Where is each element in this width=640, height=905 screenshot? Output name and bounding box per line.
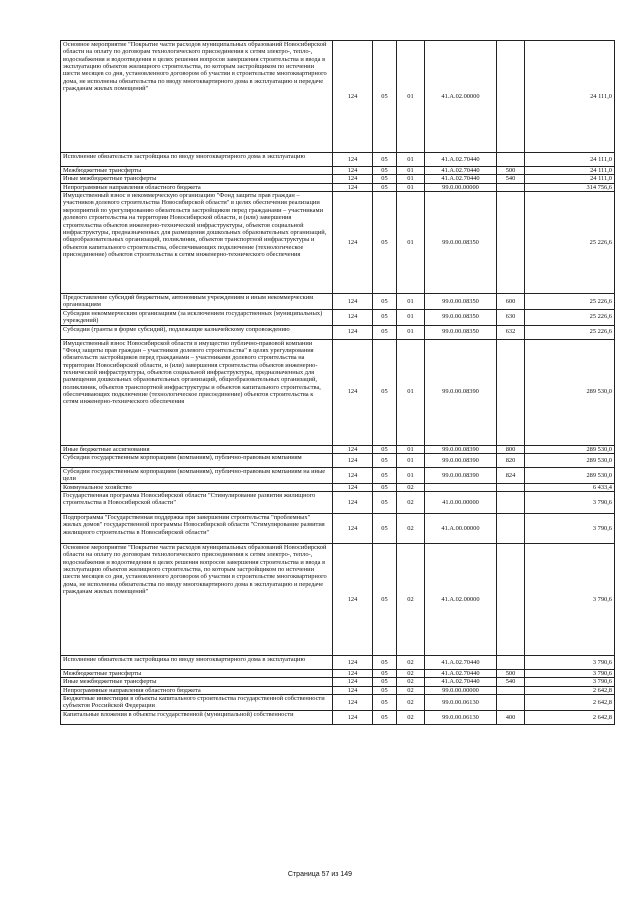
row-ved-code: 124 [333, 543, 373, 655]
row-target-article: 41.А.00.00000 [425, 513, 497, 543]
row-name: Субсидии государственным корпорациям (компаниям), публично-правовым компаниям [61, 453, 333, 467]
row-expense-type [497, 695, 525, 711]
row-amount: 24 111,0 [525, 175, 615, 183]
row-target-article: 41.А.02.70440 [425, 175, 497, 183]
row-section: 05 [373, 491, 397, 513]
row-subsection: 02 [397, 710, 425, 724]
row-subsection: 01 [397, 294, 425, 310]
row-expense-type: 824 [497, 467, 525, 483]
row-amount: 2 642,8 [525, 710, 615, 724]
row-expense-type: 600 [497, 294, 525, 310]
row-section: 05 [373, 678, 397, 686]
row-ved-code: 124 [333, 695, 373, 711]
row-amount: 2 642,8 [525, 686, 615, 694]
row-subsection: 02 [397, 491, 425, 513]
row-target-article: 99.0.00.08390 [425, 445, 497, 453]
row-section: 05 [373, 294, 397, 310]
row-subsection: 01 [397, 192, 425, 294]
row-name: Бюджетные инвестиции в объекты капитального строительства государственной собственности субъектов Российской Федерации [61, 695, 333, 711]
row-section: 05 [373, 467, 397, 483]
row-ved-code: 124 [333, 445, 373, 453]
row-section: 05 [373, 669, 397, 677]
table-row [61, 445, 615, 453]
row-expense-type [497, 543, 525, 655]
row-subsection: 01 [397, 453, 425, 467]
row-subsection: 02 [397, 678, 425, 686]
row-target-article: 99.0.00.08390 [425, 467, 497, 483]
row-subsection: 02 [397, 655, 425, 669]
row-section: 05 [373, 41, 397, 153]
row-target-article: 99.0.00.08350 [425, 294, 497, 310]
row-target-article: 41.А.02.70440 [425, 678, 497, 686]
table-row [61, 467, 615, 483]
table-row [61, 543, 615, 655]
row-expense-type: 500 [497, 669, 525, 677]
row-amount: 25 226,6 [525, 309, 615, 325]
row-expense-type [497, 339, 525, 445]
row-amount: 289 530,0 [525, 339, 615, 445]
row-section: 05 [373, 483, 397, 491]
row-section: 05 [373, 543, 397, 655]
row-name: Иные бюджетные ассигнования [61, 445, 333, 453]
row-expense-type [497, 513, 525, 543]
row-target-article: 99.0.00.06130 [425, 695, 497, 711]
row-name: Подпрограмма "Государственная поддержка при завершении строительства "проблемных" жилых домов" государственной программы Новосибирской области "Стимулирование развития жилищного строительства в Новосибирской области" [61, 513, 333, 543]
row-ved-code: 124 [333, 153, 373, 167]
row-subsection: 01 [397, 309, 425, 325]
row-subsection: 02 [397, 543, 425, 655]
row-expense-type: 800 [497, 445, 525, 453]
row-target-article [425, 483, 497, 491]
row-expense-type: 540 [497, 678, 525, 686]
row-subsection: 02 [397, 695, 425, 711]
row-amount: 289 530,0 [525, 445, 615, 453]
row-subsection: 01 [397, 167, 425, 175]
row-expense-type [497, 41, 525, 153]
table-row [61, 183, 615, 191]
row-subsection: 01 [397, 175, 425, 183]
row-expense-type [497, 192, 525, 294]
row-section: 05 [373, 445, 397, 453]
row-name: Основное мероприятие "Покрытие части расходов муниципальных образований Новосибирской области на оплату по договорам технологического присоединения к сетям электро-, тепло-, водоснабжения и водоотведения в целях решения вопросов завершения строительства и ввода в эксплуатацию объектов жилищного строительства, по которым застройщиком по истечении шести месяцев со дня, установленного договором об участии в строительстве многоквартирного дома, не исполнены обязательства по вводу многоквартирного дома в эксплуатацию и передаче гражданам жилых помещений" [61, 41, 333, 153]
row-section: 05 [373, 192, 397, 294]
row-target-article: 99.0.00.00000 [425, 686, 497, 694]
row-name: Субсидии (гранты в форме субсидий), подлежащие казначейскому сопровождению [61, 325, 333, 339]
table-row [61, 294, 615, 310]
row-subsection: 01 [397, 183, 425, 191]
row-subsection: 01 [397, 445, 425, 453]
table-row [61, 669, 615, 677]
row-target-article: 41.А.02.70440 [425, 153, 497, 167]
row-ved-code: 124 [333, 309, 373, 325]
row-expense-type: 632 [497, 325, 525, 339]
table-row [61, 453, 615, 467]
row-expense-type [497, 483, 525, 491]
row-amount: 24 111,0 [525, 153, 615, 167]
row-name: Основное мероприятие "Покрытие части расходов муниципальных образований Новосибирской области на оплату по договорам технологического присоединения к сетям электро-, тепло-, водоснабжения и водоотведения в целях решения вопросов завершения строительства и ввода в эксплуатацию объектов жилищного строительства, по которым застройщиком по истечении шести месяцев со дня, установленного договором об участии в строительстве многоквартирного дома, не исполнены обязательства по вводу многоквартирного дома в эксплуатацию и передаче гражданам жилых помещений" [61, 543, 333, 655]
row-name: Предоставление субсидий бюджетным, автономным учреждениям и иным некоммерческим организациям [61, 294, 333, 310]
row-name: Государственная программа Новосибирской области "Стимулирование развития жилищного строительства в Новосибирской области" [61, 491, 333, 513]
row-ved-code: 124 [333, 325, 373, 339]
table-row [61, 483, 615, 491]
row-subsection: 01 [397, 467, 425, 483]
row-target-article: 41.А.02.70440 [425, 669, 497, 677]
row-target-article: 41.А.02.00000 [425, 543, 497, 655]
row-target-article: 99.0.00.08350 [425, 309, 497, 325]
row-ved-code: 124 [333, 167, 373, 175]
row-section: 05 [373, 339, 397, 445]
table-body [61, 41, 615, 725]
row-name: Непрограммные направления областного бюджета [61, 686, 333, 694]
table-row [61, 710, 615, 724]
row-name: Исполнение обязательств застройщика по вводу многоквартирного дома в эксплуатацию [61, 655, 333, 669]
row-name: Субсидии государственным корпорациям (компаниям), публично-правовым компаниям на иные цели [61, 467, 333, 483]
row-subsection: 01 [397, 339, 425, 445]
table-row [61, 167, 615, 175]
table-row [61, 513, 615, 543]
row-amount: 3 790,6 [525, 655, 615, 669]
row-amount: 2 642,8 [525, 695, 615, 711]
table-row [61, 325, 615, 339]
row-ved-code: 124 [333, 669, 373, 677]
row-amount: 3 790,6 [525, 513, 615, 543]
row-section: 05 [373, 153, 397, 167]
row-ved-code: 124 [333, 686, 373, 694]
row-expense-type: 500 [497, 167, 525, 175]
row-name: Исполнение обязательств застройщика по вводу многоквартирного дома в эксплуатацию [61, 153, 333, 167]
row-section: 05 [373, 695, 397, 711]
row-ved-code: 124 [333, 513, 373, 543]
row-section: 05 [373, 513, 397, 543]
row-target-article: 41.А.02.70440 [425, 167, 497, 175]
row-amount: 314 756,6 [525, 183, 615, 191]
table-row [61, 192, 615, 294]
row-name: Имущественный взнос Новосибирской области в имущество публично-правовой компании "Фонд защиты прав граждан – участников долевого строительства" в целях урегулирования обязательств застройщиков перед гражданами – участниками долевого строительства на территории Новосибирской области, и (или) завершения строительства объектов инженерно-технической инфраструктуры, объектов социальной инфраструктуры, предназначенных для размещения дошкольных образовательных организаций, общеобразовательных организаций, поликлиник, объектов транспортной инфраструктуры и объектов капитального строительства, обеспечивающих подключение (технологическое присоединение) объектов строительства к сетям инженерно-технического обеспечения [61, 339, 333, 445]
row-section: 05 [373, 175, 397, 183]
table-row [61, 153, 615, 167]
row-name: Субсидии некоммерческим организациям (за исключением государственных (муниципальных) учреждений) [61, 309, 333, 325]
row-amount: 24 111,0 [525, 167, 615, 175]
row-expense-type [497, 183, 525, 191]
row-target-article: 41.А.02.70440 [425, 655, 497, 669]
row-amount: 3 790,6 [525, 669, 615, 677]
row-ved-code: 124 [333, 483, 373, 491]
row-section: 05 [373, 686, 397, 694]
row-amount: 289 530,0 [525, 453, 615, 467]
row-subsection: 01 [397, 153, 425, 167]
budget-table [60, 40, 615, 725]
row-section: 05 [373, 453, 397, 467]
row-target-article: 99.0.00.06130 [425, 710, 497, 724]
row-expense-type [497, 153, 525, 167]
row-name: Иные межбюджетные трансферты [61, 175, 333, 183]
row-ved-code: 124 [333, 192, 373, 294]
row-section: 05 [373, 710, 397, 724]
row-amount: 3 790,6 [525, 543, 615, 655]
row-ved-code: 124 [333, 710, 373, 724]
row-ved-code: 124 [333, 294, 373, 310]
row-name: Коммунальное хозяйство [61, 483, 333, 491]
row-ved-code: 124 [333, 183, 373, 191]
row-amount: 24 111,0 [525, 41, 615, 153]
row-expense-type [497, 491, 525, 513]
row-section: 05 [373, 325, 397, 339]
row-ved-code: 124 [333, 491, 373, 513]
table-row [61, 41, 615, 153]
row-expense-type: 820 [497, 453, 525, 467]
row-ved-code: 124 [333, 467, 373, 483]
row-target-article: 99.0.00.08390 [425, 339, 497, 445]
row-target-article: 99.0.00.08390 [425, 453, 497, 467]
row-amount: 3 790,6 [525, 491, 615, 513]
row-subsection: 02 [397, 483, 425, 491]
row-target-article: 41.0.00.00000 [425, 491, 497, 513]
row-section: 05 [373, 655, 397, 669]
row-ved-code: 124 [333, 453, 373, 467]
row-section: 05 [373, 167, 397, 175]
row-ved-code: 124 [333, 339, 373, 445]
table-row [61, 686, 615, 694]
row-expense-type: 400 [497, 710, 525, 724]
row-target-article: 41.А.02.00000 [425, 41, 497, 153]
table-row [61, 339, 615, 445]
page-number: Страница 57 из 149 [287, 871, 353, 878]
row-section: 05 [373, 183, 397, 191]
table-row [61, 175, 615, 183]
row-ved-code: 124 [333, 175, 373, 183]
table-row [61, 678, 615, 686]
row-target-article: 99.0.00.00000 [425, 183, 497, 191]
row-name: Межбюджетные трансферты [61, 167, 333, 175]
row-target-article: 99.0.00.08350 [425, 325, 497, 339]
row-name: Имущественный взнос в некоммерческую организацию "Фонд защиты прав граждан – участников долевого строительства Новосибирской области" в целях обеспечения реализации мероприятий по урегулированию обязательств застройщиков перед гражданами – участниками долевого строительства на территории Новосибирской области, и (или) завершения строительства объектов инженерно-технической инфраструктуры, объектов социальной инфраструктуры, предназначенных для размещения дошкольных образовательных организаций, общеобразовательных организаций, поликлиник, объектов транспортной инфраструктуры и объектов капитального строительства, обеспечивающих подключение (технологическое присоединение) объектов строительства к сетям инженерно-технического обеспечения [61, 192, 333, 294]
table-row [61, 655, 615, 669]
table-row [61, 491, 615, 513]
row-amount: 25 226,6 [525, 325, 615, 339]
row-amount: 3 790,6 [525, 678, 615, 686]
row-subsection: 02 [397, 686, 425, 694]
row-subsection: 02 [397, 669, 425, 677]
row-amount: 25 226,6 [525, 294, 615, 310]
row-subsection: 02 [397, 513, 425, 543]
row-name: Капитальные вложения в объекты государственной (муниципальной) собственности [61, 710, 333, 724]
row-ved-code: 124 [333, 41, 373, 153]
row-subsection: 01 [397, 325, 425, 339]
row-amount: 6 433,4 [525, 483, 615, 491]
row-name: Иные межбюджетные трансферты [61, 678, 333, 686]
row-expense-type [497, 655, 525, 669]
row-expense-type: 630 [497, 309, 525, 325]
row-ved-code: 124 [333, 655, 373, 669]
table-row [61, 695, 615, 711]
row-amount: 289 530,0 [525, 467, 615, 483]
row-name: Непрограммные направления областного бюджета [61, 183, 333, 191]
row-name: Межбюджетные трансферты [61, 669, 333, 677]
row-expense-type: 540 [497, 175, 525, 183]
row-section: 05 [373, 309, 397, 325]
row-ved-code: 124 [333, 678, 373, 686]
row-amount: 25 226,6 [525, 192, 615, 294]
row-subsection: 01 [397, 41, 425, 153]
row-expense-type [497, 686, 525, 694]
row-target-article: 99.0.00.08350 [425, 192, 497, 294]
table-row [61, 309, 615, 325]
